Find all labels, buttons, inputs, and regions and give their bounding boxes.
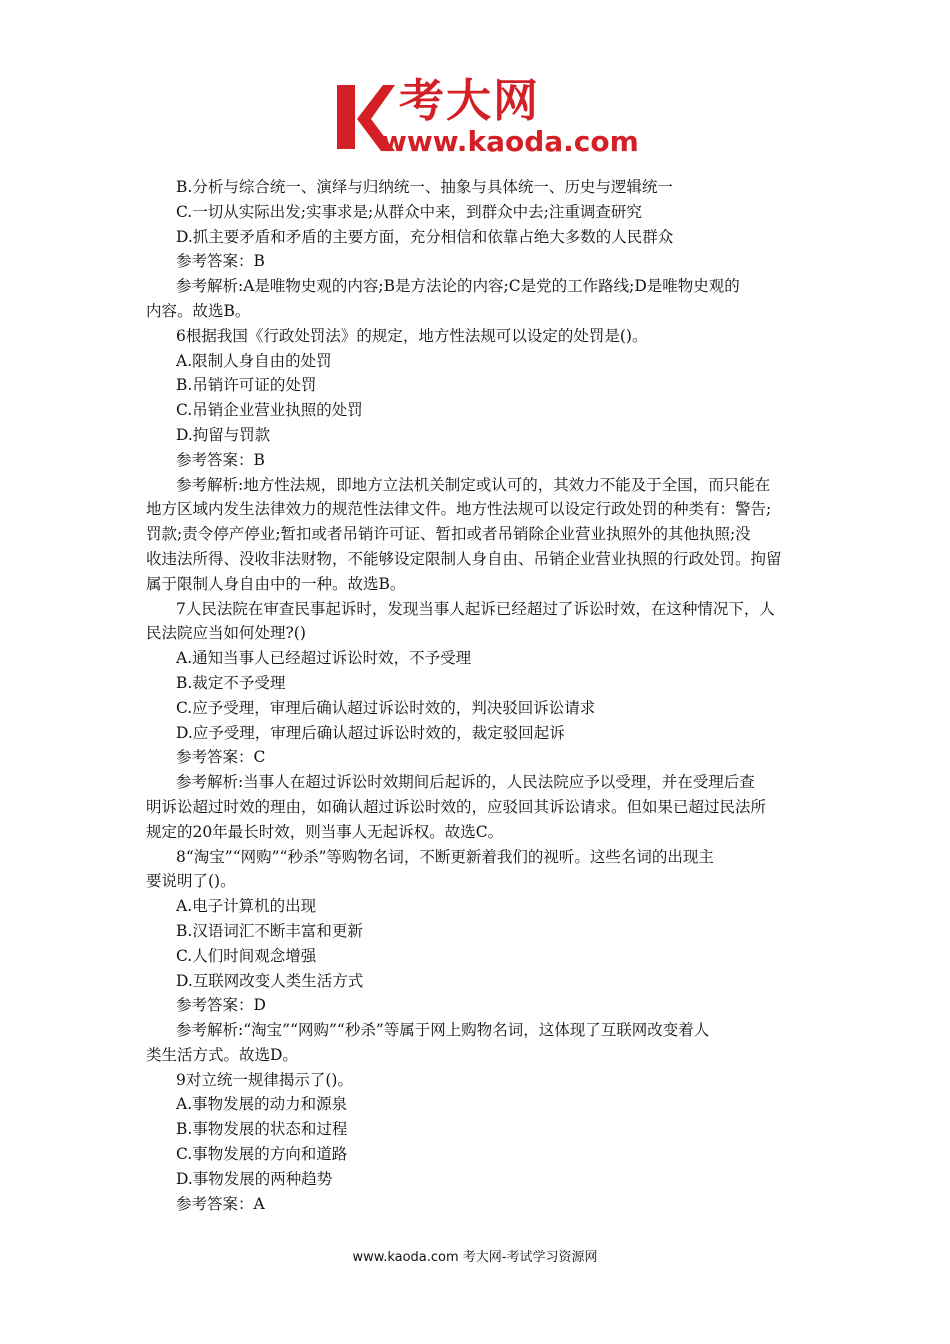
logo-url: www.kaoda.com	[381, 125, 639, 158]
text-line: A.电子计算机的出现	[176, 897, 317, 916]
text-line: 类生活方式。故选D。	[146, 1045, 298, 1064]
page-footer: www.kaoda.com 考大网-考试学习资源网	[352, 1250, 598, 1265]
text-line: C.事物发展的方向和道路	[176, 1145, 348, 1164]
text-line: 参考答案：A	[176, 1194, 265, 1213]
text-line: D.应予受理，审理后确认超过诉讼时效的，裁定驳回起诉	[176, 723, 565, 742]
text-line: 要说明了()。	[146, 872, 236, 891]
text-line: 参考解析:地方性法规，即地方立法机关制定或认可的，其效力不能及于全国，而只能在	[176, 475, 771, 494]
text-line: 民法院应当如何处理?()	[146, 624, 306, 643]
text-line: 地方区域内发生法律效力的规范性法律文件。地方性法规可以设定行政处罚的种类有：警告;	[146, 500, 772, 519]
text-line: 属于限制人身自由中的一种。故选B。	[146, 574, 406, 593]
text-line: 9对立统一规律揭示了()。	[176, 1070, 353, 1089]
text-line: 7人民法院在审查民事起诉时，发现当事人起诉已经超过了诉讼时效，在这种情况下，人	[176, 599, 775, 618]
document-body	[146, 175, 812, 1216]
text-line: C.吊销企业营业执照的处罚	[176, 401, 363, 420]
text-line: 参考答案：B	[176, 252, 265, 271]
text-line: 参考答案：D	[176, 996, 266, 1015]
text-line: 参考解析:“淘宝”“网购”“秒杀”等属于网上购物名词，这体现了互联网改变着人	[176, 1021, 710, 1040]
text-line: C.一切从实际出发;实事求是;从群众中来，到群众中去;注重调查研究	[176, 202, 642, 221]
text-line: B.吊销许可证的处罚	[176, 376, 317, 395]
text-line: B.汉语词汇不断丰富和更新	[176, 921, 363, 940]
text-line: 罚款;责令停产停业;暂扣或者吊销许可证、暂扣或者吊销除企业营业执照外的其他执照;没	[146, 525, 751, 544]
logo-brand: 考大网	[399, 74, 541, 127]
text-line: D.拘留与罚款	[176, 425, 271, 444]
text-line: C.人们时间观念增强	[176, 946, 317, 965]
text-line: 参考答案：C	[176, 748, 266, 767]
text-line: D.事物发展的两种趋势	[176, 1169, 333, 1188]
text-line: B.事物发展的状态和过程	[176, 1120, 348, 1139]
text-line: B.分析与综合统一、演绎与归纳统一、抽象与具体统一、历史与逻辑统一	[176, 178, 673, 196]
kaoda-logo	[335, 75, 655, 161]
text-line: 6根据我国《行政处罚法》的规定，地方性法规可以设定的处罚是()。	[176, 326, 648, 345]
text-line: C.应予受理，审理后确认超过诉讼时效的，判决驳回诉讼请求	[176, 698, 596, 717]
text-line: 参考解析:A是唯物史观的内容;B是方法论的内容;C是党的工作路线;D是唯物史观的	[176, 277, 740, 296]
text-line: 参考解析:当事人在超过诉讼时效期间后起诉的，人民法院应予以受理，并在受理后查	[176, 773, 755, 792]
text-line: 明诉讼超过时效的理由，如确认超过诉讼时效的，应驳回其诉讼请求。但如果已超过民法所	[146, 797, 767, 816]
text-line: 内容。故选B。	[146, 301, 251, 320]
text-line: A.限制人身自由的处罚	[176, 351, 332, 370]
text-line: A.事物发展的动力和源泉	[176, 1095, 348, 1114]
text-line: D.互联网改变人类生活方式	[176, 971, 364, 990]
text-line: 收违法所得、没收非法财物，不能够设定限制人身自由、吊销企业营业执照的行政处罚。拘留	[146, 549, 782, 568]
text-line: 参考答案：B	[176, 450, 265, 469]
text-line: 8“淘宝”“网购”“秒杀”等购物名词，不断更新着我们的视听。这些名词的出现主	[176, 847, 714, 866]
text-line: A.通知当事人已经超过诉讼时效，不予受理	[176, 649, 472, 668]
text-line: 规定的20年最长时效，则当事人无起诉权。故选C。	[146, 822, 504, 841]
text-line: D.抓主要矛盾和矛盾的主要方面，充分相信和依靠占绝大多数的人民群众	[176, 227, 674, 246]
text-line: B.裁定不予受理	[176, 673, 286, 692]
